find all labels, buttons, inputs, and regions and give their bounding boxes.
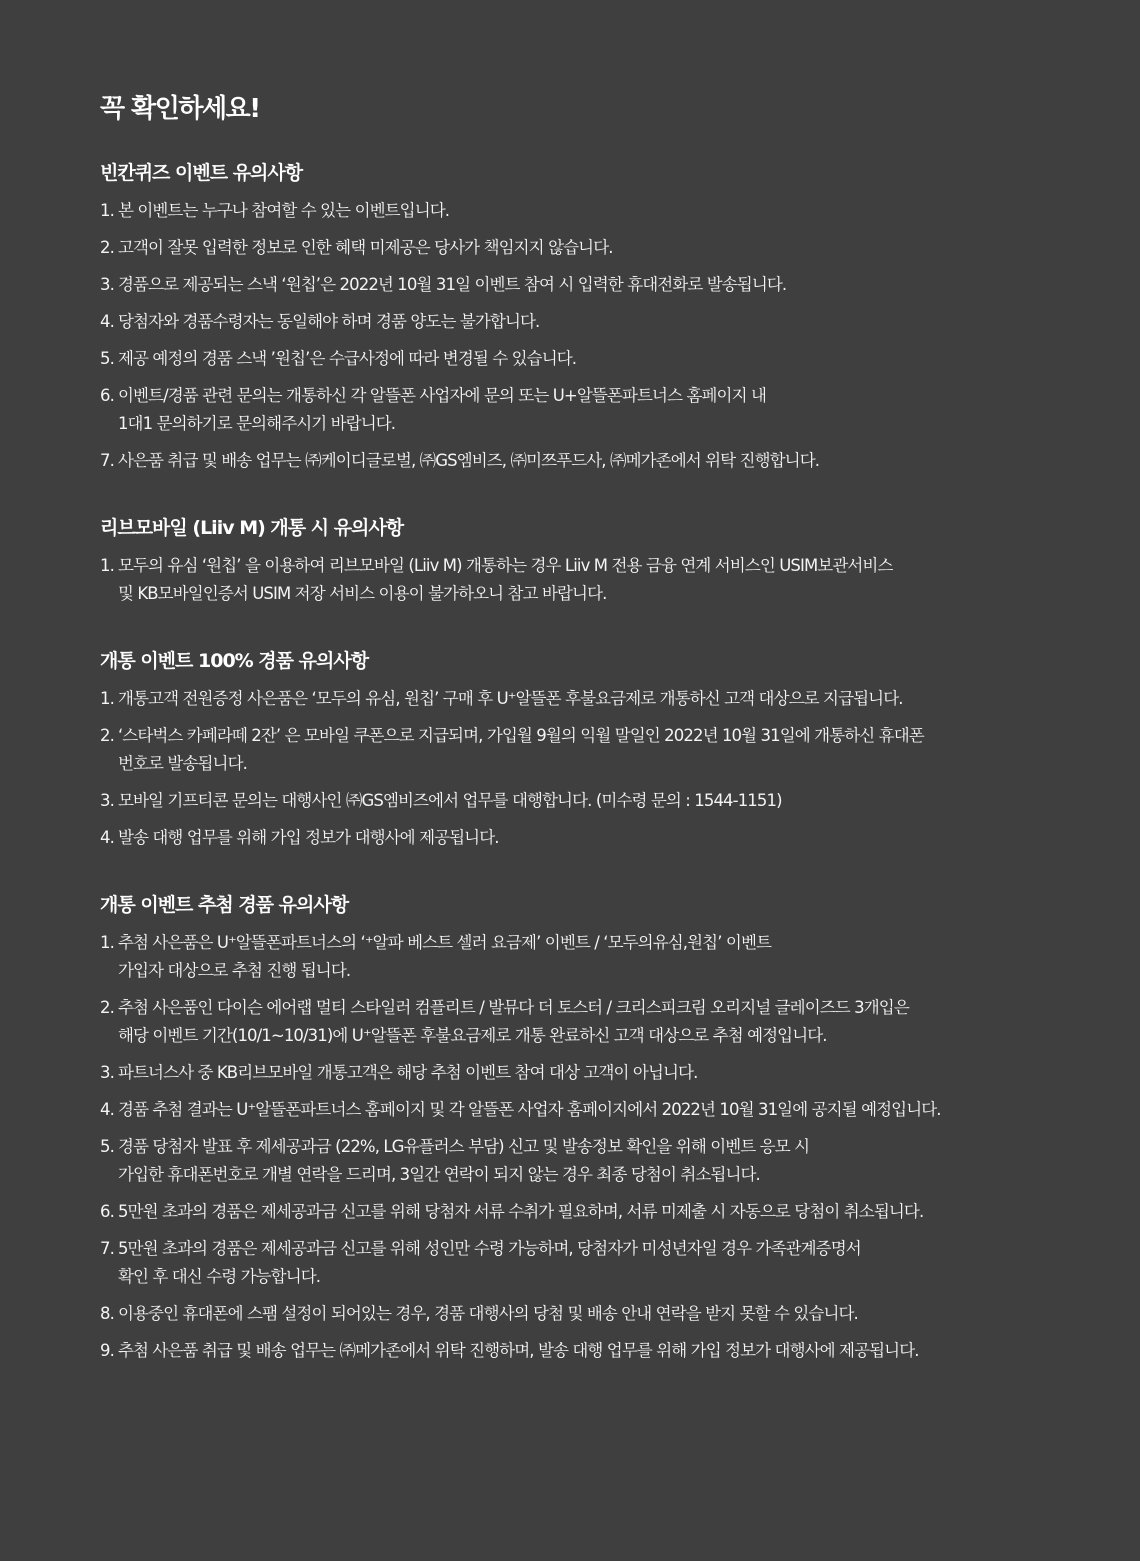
item-text: 경품 당첨자 발표 후 제세공과금 (22%, LG유플러스 부담) 신고 및 발송정보 확인을 위해 이벤트 응모 시 가입한 휴대폰번호로 개별 연락을 드리며, 3일간 연락이 되지 않는 경우 최종 당첨이 취소됩니다. xyxy=(117,1137,810,1184)
notice-list xyxy=(100,552,1100,608)
section-title: 리브모바일 (Liiv M) 개통 시 유의사항 xyxy=(100,517,404,539)
item-text: 5만원 초과의 경품은 제세공과금 신고를 위해 당첨자 서류 수취가 필요하며, 서류 미제출 시 자동으로 당첨이 취소됩니다. xyxy=(117,1202,924,1221)
notice-item xyxy=(100,1300,1100,1328)
notice-item xyxy=(100,1235,1100,1291)
section-title: 빈칸퀴즈 이벤트 유의사항 xyxy=(100,162,303,184)
notice-list xyxy=(100,197,1100,475)
item-text: 추첨 사은품인 다이슨 에어랩 멀티 스타일러 컴플리트 / 발뮤다 더 토스터 / 크리스피크림 오리지널 글레이즈드 3개입은 해당 이벤트 기간(10/1~10/31)에 U⁺알뜰폰 후불요금제로 개통 완료하신 고객 대상으로 추첨 예정입니다. xyxy=(117,998,909,1045)
notice-item xyxy=(100,271,1100,299)
item-number: 1. xyxy=(100,933,114,952)
item-number: 1. xyxy=(100,556,114,575)
section-full-gift xyxy=(100,647,1100,852)
item-text: 파트너스사 중 KB리브모바일 개통고객은 해당 추첨 이벤트 참여 대상 고객이 아닙니다. xyxy=(117,1063,698,1082)
item-number: 5. xyxy=(100,1137,114,1156)
notice-item xyxy=(100,787,1100,815)
notice-list xyxy=(100,929,1100,1365)
notice-item xyxy=(100,197,1100,225)
notice-item xyxy=(100,685,1100,713)
item-text: 이벤트/경품 관련 문의는 개통하신 각 알뜰폰 사업자에 문의 또는 U+알뜰폰파트너스 홈페이지 내 1대1 문의하기로 문의해주시기 바랍니다. xyxy=(117,386,766,433)
item-text: 당첨자와 경품수령자는 동일해야 하며 경품 양도는 불가합니다. xyxy=(117,312,540,331)
item-text: 5만원 초과의 경품은 제세공과금 신고를 위해 성인만 수령 가능하며, 당첨자가 미성년자일 경우 가족관계증명서 확인 후 대신 수령 가능합니다. xyxy=(117,1239,861,1286)
item-number: 2. xyxy=(100,726,114,745)
item-number: 6. xyxy=(100,386,114,405)
item-text: 추첨 사은품은 U⁺알뜰폰파트너스의 ‘⁺알파 베스트 셀러 요금제’ 이벤트 / ‘모두의유심,원칩’ 이벤트 가입자 대상으로 추첨 진행 됩니다. xyxy=(117,933,772,980)
item-number: 4. xyxy=(100,828,114,847)
item-number: 1. xyxy=(100,201,114,220)
notice-item xyxy=(100,722,1100,778)
item-text: 경품으로 제공되는 스낵 ‘원칩’은 2022년 10월 31일 이벤트 참여 시 입력한 휴대전화로 발송됩니다. xyxy=(117,275,787,294)
section-liiv-m xyxy=(100,514,1100,608)
item-text: ‘스타벅스 카페라떼 2잔’ 은 모바일 쿠폰으로 지급되며, 가입월 9월의 익월 말일인 2022년 10월 31일에 개통하신 휴대폰 번호로 발송됩니다. xyxy=(117,726,924,773)
item-text: 경품 추첨 결과는 U⁺알뜰폰파트너스 홈페이지 및 각 알뜰폰 사업자 홈페이지에서 2022년 10월 31일에 공지될 예정입니다. xyxy=(117,1100,941,1119)
notice-item xyxy=(100,994,1100,1050)
item-number: 1. xyxy=(100,689,114,708)
item-text: 이용중인 휴대폰에 스팸 설정이 되어있는 경우, 경품 대행사의 당첨 및 배송 안내 연락을 받지 못할 수 있습니다. xyxy=(117,1304,858,1323)
item-number: 3. xyxy=(100,791,114,810)
item-text: 모두의 유심 ‘원칩’ 을 이용하여 리브모바일 (Liiv M) 개통하는 경우 Liiv M 전용 금융 연계 서비스인 USIM보관서비스 및 KB모바일인증서 USIM 저장 서비스 이용이 불가하오니 참고 바랍니다. xyxy=(117,556,893,603)
item-text: 모바일 기프티콘 문의는 대행사인 ㈜GS엠비즈에서 업무를 대행합니다. (미수령 문의 : 1544-1151) xyxy=(117,791,782,810)
item-number: 3. xyxy=(100,275,114,294)
notice-item xyxy=(100,234,1100,262)
notice-list xyxy=(100,685,1100,852)
notice-item xyxy=(100,1096,1100,1124)
item-number: 3. xyxy=(100,1063,114,1082)
notice-item xyxy=(100,929,1100,985)
notice-item xyxy=(100,1059,1100,1087)
notice-item xyxy=(100,824,1100,852)
item-text: 발송 대행 업무를 위해 가입 정보가 대행사에 제공됩니다. xyxy=(117,828,499,847)
notice-item xyxy=(100,345,1100,373)
item-text: 제공 예정의 경품 스낵 ’원칩’은 수급사정에 따라 변경될 수 있습니다. xyxy=(117,349,577,368)
item-number: 7. xyxy=(100,1239,114,1258)
notice-item xyxy=(100,382,1100,438)
notice-item xyxy=(100,1198,1100,1226)
notice-item xyxy=(100,447,1100,475)
item-text: 사은품 취급 및 배송 업무는 ㈜케이디글로벌, ㈜GS엠비즈, ㈜미쯔푸드사, ㈜메가존에서 위탁 진행합니다. xyxy=(117,451,820,470)
section-title: 개통 이벤트 100% 경품 유의사항 xyxy=(100,650,369,672)
section-draw-gift xyxy=(100,891,1100,1365)
notice-item xyxy=(100,552,1100,608)
item-number: 2. xyxy=(100,238,114,257)
item-number: 5. xyxy=(100,349,114,368)
section-title: 개통 이벤트 추첨 경품 유의사항 xyxy=(100,894,349,916)
item-text: 본 이벤트는 누구나 참여할 수 있는 이벤트입니다. xyxy=(117,201,450,220)
item-number: 7. xyxy=(100,451,114,470)
page-title: 꼭 확인하세요! xyxy=(100,94,260,124)
item-text: 추첨 사은품 취급 및 배송 업무는 ㈜메가존에서 위탁 진행하며, 발송 대행 업무를 위해 가입 정보가 대행사에 제공됩니다. xyxy=(117,1341,919,1360)
notice-item xyxy=(100,1133,1100,1189)
section-quiz-event xyxy=(100,159,1100,475)
item-text: 고객이 잘못 입력한 정보로 인한 혜택 미제공은 당사가 책임지지 않습니다. xyxy=(117,238,613,257)
item-number: 4. xyxy=(100,1100,114,1119)
item-number: 4. xyxy=(100,312,114,331)
item-number: 9. xyxy=(100,1341,114,1360)
item-number: 2. xyxy=(100,998,114,1017)
item-number: 8. xyxy=(100,1304,114,1323)
item-text: 개통고객 전원증정 사은품은 ‘모두의 유심, 원칩’ 구매 후 U⁺알뜰폰 후불요금제로 개통하신 고객 대상으로 지급됩니다. xyxy=(117,689,903,708)
item-number: 6. xyxy=(100,1202,114,1221)
notice-item xyxy=(100,308,1100,336)
notice-item xyxy=(100,1337,1100,1365)
